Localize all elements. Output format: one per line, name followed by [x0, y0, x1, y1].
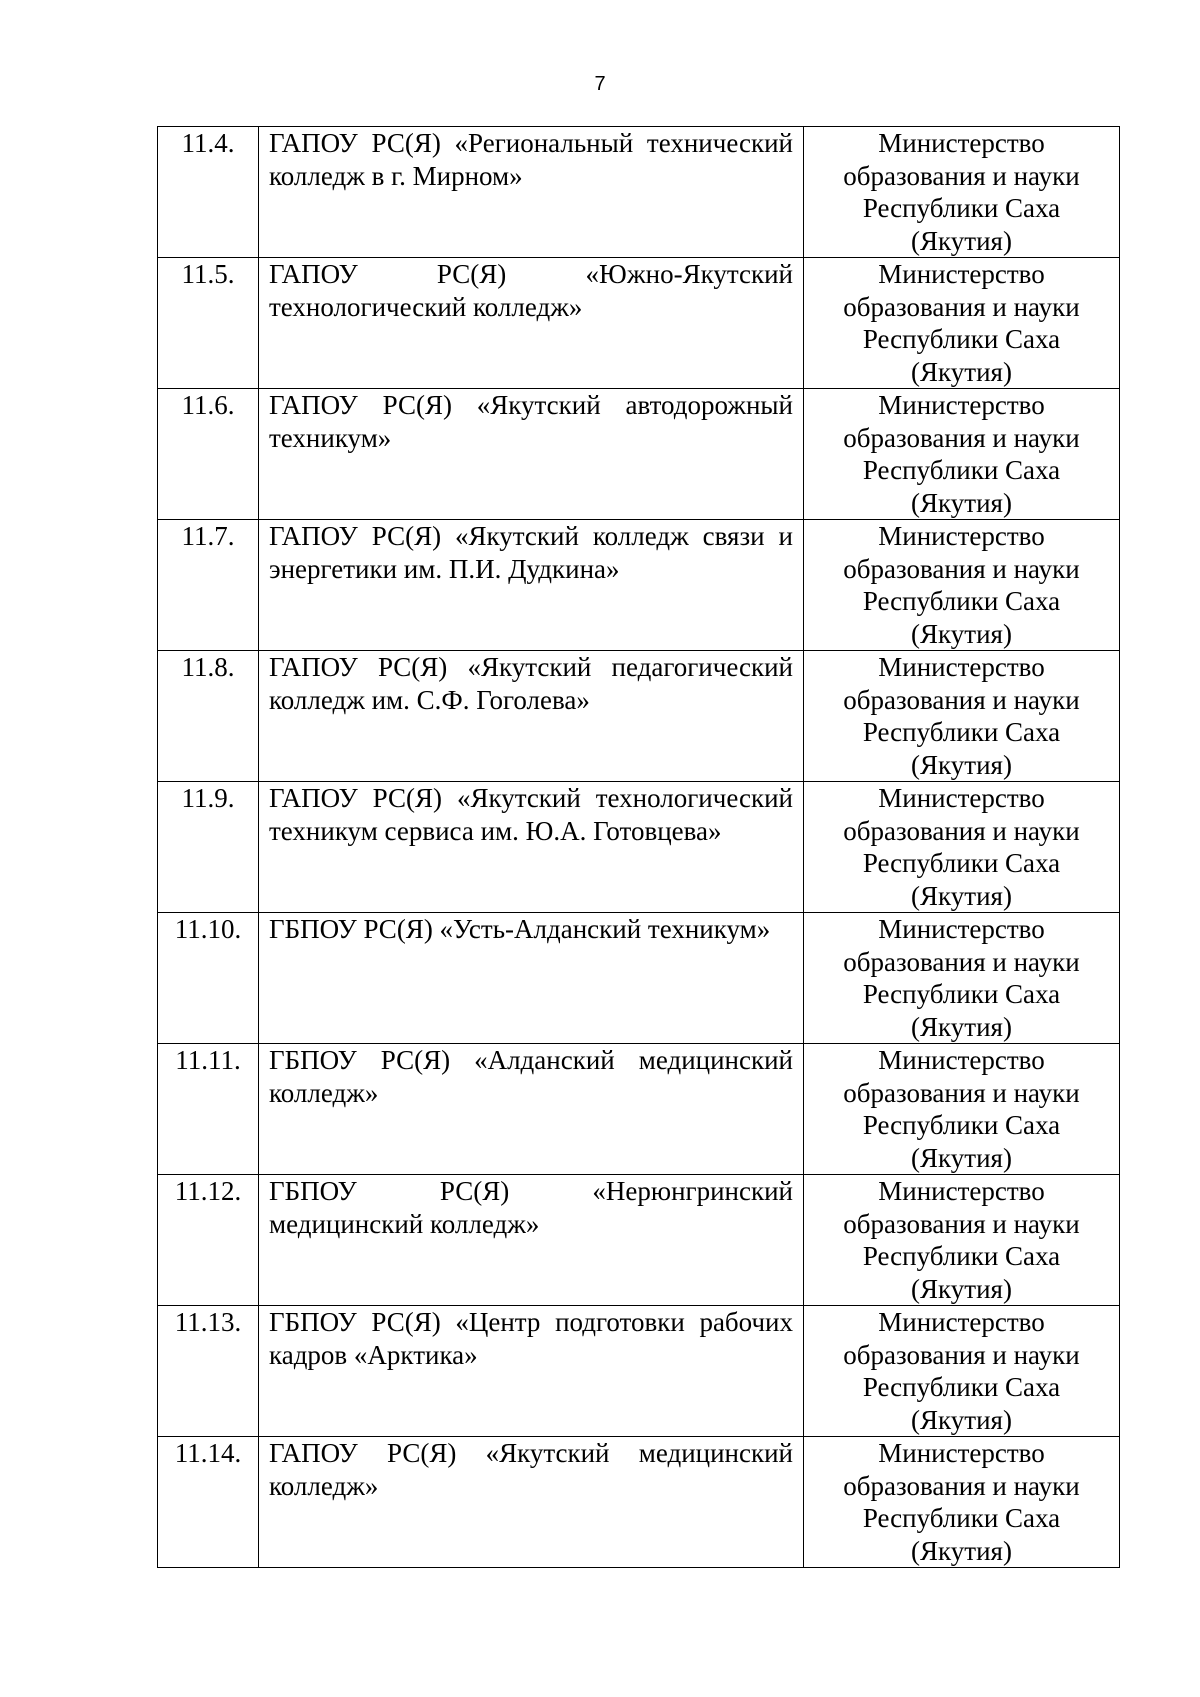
table-row — [158, 127, 1120, 258]
institution-name: ГАПОУ РС(Я) «Якутский педагогический колледж им. С.Ф. Гоголева» — [259, 651, 804, 782]
institution-name: ГБПОУ РС(Я) «Алданский медицинский колледж» — [259, 1044, 804, 1175]
institution-name: ГБПОУ РС(Я) «Центр подготовки рабочих кадров «Арктика» — [259, 1306, 804, 1437]
founder-organization: Министерство образования и науки Республики Саха (Якутия) — [804, 520, 1120, 651]
row-number: 11.11. — [158, 1044, 259, 1175]
row-number: 11.6. — [158, 389, 259, 520]
founder-organization: Министерство образования и науки Республики Саха (Якутия) — [804, 1437, 1120, 1568]
institutions-table-body — [158, 127, 1120, 1568]
row-number: 11.14. — [158, 1437, 259, 1568]
row-number: 11.5. — [158, 258, 259, 389]
table-row — [158, 258, 1120, 389]
table-row — [158, 520, 1120, 651]
institution-name: ГБПОУ РС(Я) «Нерюнгринский медицинский колледж» — [259, 1175, 804, 1306]
table-row — [158, 913, 1120, 1044]
table-row — [158, 1306, 1120, 1437]
institution-name: ГБПОУ РС(Я) «Усть-Алданский техникум» — [259, 913, 804, 1044]
institution-name: ГАПОУ РС(Я) «Южно-Якутский технологический колледж» — [259, 258, 804, 389]
founder-organization: Министерство образования и науки Республики Саха (Якутия) — [804, 1175, 1120, 1306]
institutions-table — [157, 126, 1120, 1568]
row-number: 11.4. — [158, 127, 259, 258]
row-number: 11.7. — [158, 520, 259, 651]
page-number: 7 — [594, 73, 606, 95]
founder-organization: Министерство образования и науки Республики Саха (Якутия) — [804, 389, 1120, 520]
row-number: 11.8. — [158, 651, 259, 782]
row-number: 11.13. — [158, 1306, 259, 1437]
table-row — [158, 651, 1120, 782]
table-row — [158, 1044, 1120, 1175]
institution-name: ГАПОУ РС(Я) «Якутский медицинский колледж» — [259, 1437, 804, 1568]
founder-organization: Министерство образования и науки Республики Саха (Якутия) — [804, 782, 1120, 913]
founder-organization: Министерство образования и науки Республики Саха (Якутия) — [804, 1306, 1120, 1437]
institution-name: ГАПОУ РС(Я) «Региональный технический колледж в г. Мирном» — [259, 127, 804, 258]
institution-name: ГАПОУ РС(Я) «Якутский технологический техникум сервиса им. Ю.А. Готовцева» — [259, 782, 804, 913]
founder-organization: Министерство образования и науки Республики Саха (Якутия) — [804, 127, 1120, 258]
founder-organization: Министерство образования и науки Республики Саха (Якутия) — [804, 913, 1120, 1044]
founder-organization: Министерство образования и науки Республики Саха (Якутия) — [804, 651, 1120, 782]
row-number: 11.10. — [158, 913, 259, 1044]
institution-name: ГАПОУ РС(Я) «Якутский колледж связи и энергетики им. П.И. Дудкина» — [259, 520, 804, 651]
row-number: 11.9. — [158, 782, 259, 913]
table-row — [158, 389, 1120, 520]
table-row — [158, 1437, 1120, 1568]
founder-organization: Министерство образования и науки Республики Саха (Якутия) — [804, 1044, 1120, 1175]
founder-organization: Министерство образования и науки Республики Саха (Якутия) — [804, 258, 1120, 389]
row-number: 11.12. — [158, 1175, 259, 1306]
table-row — [158, 1175, 1120, 1306]
table-row — [158, 782, 1120, 913]
institution-name: ГАПОУ РС(Я) «Якутский автодорожный техникум» — [259, 389, 804, 520]
